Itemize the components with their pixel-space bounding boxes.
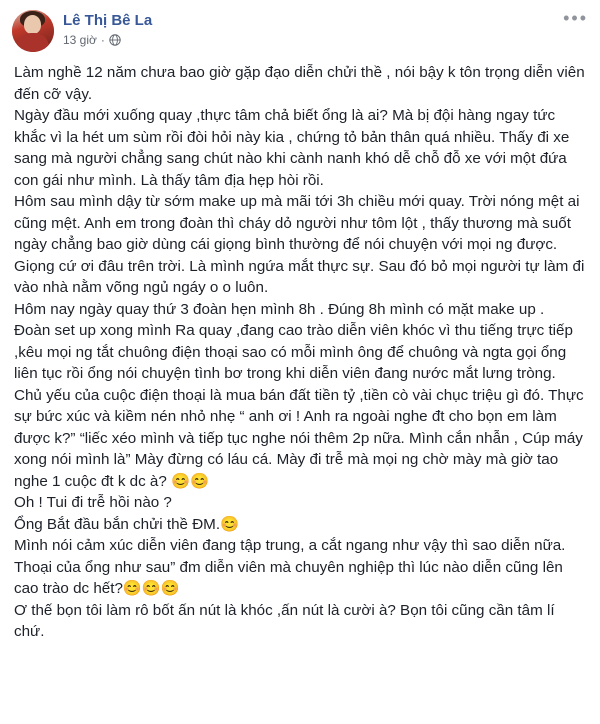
- avatar[interactable]: [12, 10, 54, 52]
- post-author-name[interactable]: Lê Thị Bê La: [63, 12, 153, 29]
- post-paragraph: Hôm nay ngày quay thứ 3 đoàn hẹn mình 8h . Đúng 8h mình có mặt make up .: [14, 300, 545, 318]
- post-paragraph: Làm nghề 12 năm chưa bao giờ gặp đạo diễn chửi thề , nói bậy k tôn trọng diễn viên đến cỡ vậy.: [14, 64, 585, 103]
- post-header: [0, 0, 600, 58]
- post-paragraph: Mình nói cảm xúc diễn viên đang tập trung, a cắt ngang như vậy thì sao diễn nữa.: [14, 537, 566, 554]
- avatar-face: [24, 15, 41, 34]
- post-paragraph: Ơ thế bọn tôi làm rô bốt ấn nút là khóc ,ấn nút là cười à? Bọn tôi cũng cần tâm lí chứ.: [14, 601, 555, 640]
- post-body: [0, 58, 600, 657]
- post-paragraph: Hôm sau mình dậy từ sớm make up mà mãi tới 3h chiều mới quay. Trời nóng mệt ai cũng mệt. Anh em trong đoàn thì cháy dỏ người như tôm lột , thấy thương mà suốt ngày chẳng bao giờ dùng cái giọng bình thường để nói chuyện với mọi ng được. Giọng cứ ơi đâu trên trời. Là mình ngứa mắt thực sự. Sau đó bỏ mọi người tự làm đi vào nhà nằm võng ngủ ngáy o o luôn.: [14, 193, 585, 296]
- post-meta: [63, 32, 152, 48]
- ellipsis-icon[interactable]: •••: [563, 8, 588, 28]
- meta-separator: ·: [100, 33, 105, 47]
- post-paragraph: Ổng Bắt đầu bắn chửi thề ĐM.😊: [14, 515, 239, 533]
- post-paragraph: Thoại của ổng như sau” đm diễn viên mà chuyên nghiệp thì lúc nào diễn cũng lên cao trào dc hết?😊😊😊: [14, 558, 563, 597]
- post-paragraph: Đoàn set up xong mình Ra quay ,đang cao trào diễn viên khóc vì thu tiếng trực tiếp ,kêu mọi ng tắt chuông điện thoại sao có mỗi mình ông để chuông và ngta gọi ổng liên tục rồi ổng nói chuyện tình bơ trong khi diễn viên đang nước mắt lưng tròng. Chủ yếu của cuộc điện thoại là mua bán đất tiền tỷ ,tiền cò vài chục triệu gì đó. Thực sự bức xúc và kiềm nén nhỏ nhẹ “ anh ơi ! Anh ra ngoài nghe đt cho bọn em làm được k?” “liếc xéo mình và tiếp tục nghe nói thêm 2p nữa. Mình cắn nhẫn , Cúp máy xong nói mình là” Mày đừng có láu cá. Mày đi trễ mà mọi ng chờ mày mà giờ tao nghe 1 cuộc đt k dc à? 😊😊: [14, 322, 584, 490]
- post-header-text: [63, 10, 152, 48]
- globe-icon[interactable]: [109, 34, 121, 46]
- post-paragraph: Oh ! Tui đi trễ hồi nào ?: [14, 494, 172, 511]
- post-paragraph: Ngày đầu mới xuống quay ,thực tâm chả biết ổng là ai? Mà bị đội hàng ngay tức khắc vì la hét um sùm rồi đòi hỏi này kia , chứng tỏ bản thân quá nhiều. Thấy đi xe sang mà người chẳng sang chút nào khi cành nanh khó dễ chỗ đỗ xe với một đứa con gái như mình. Là thấy tâm địa hẹp hòi rồi.: [14, 107, 570, 189]
- avatar-body: [17, 33, 49, 52]
- post-timestamp[interactable]: 13 giờ: [63, 33, 97, 47]
